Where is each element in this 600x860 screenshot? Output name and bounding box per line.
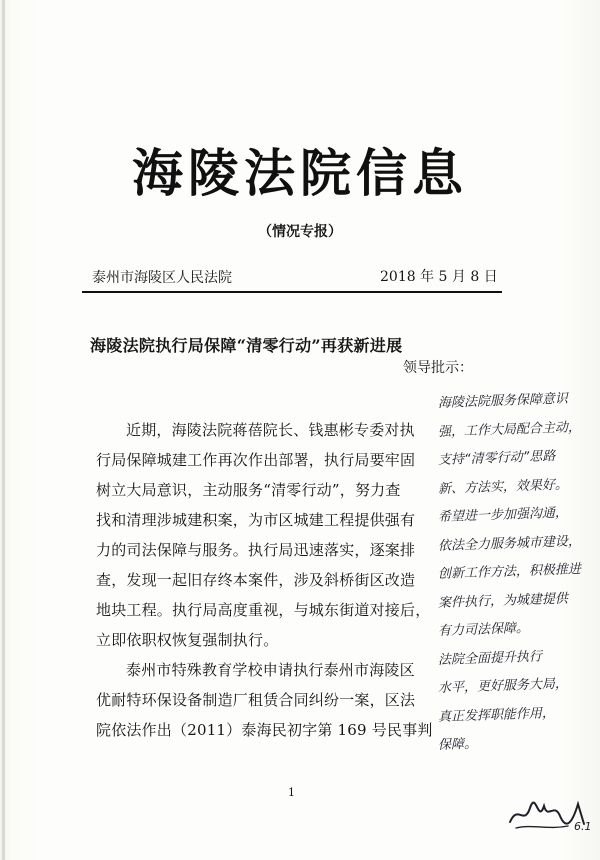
document-title: 海陵法院信息 [131,145,468,204]
body-line: 近期，海陵法院蒋蓓院长、钱惠彬专委对执 [126,421,415,439]
body-line: 找和清理涉城建积案，为市区城建工程提供强有 [96,511,416,529]
article-headline: 海陵法院执行局保障“清零行动”再获新进展 [90,336,403,355]
article-body [96,415,436,745]
handwritten-line: 有力司法保障。 [437,620,530,639]
body-line: 院依法作出（2011）泰海民初字第 169 号民事判 [96,721,433,739]
handwritten-line: 水平，更好服务大局， [437,676,569,696]
handwritten-line: 强，工作大局配合主动， [437,419,582,440]
body-line: 查，发现一起旧存终本案件，涉及斜桥街区改造 [96,571,416,589]
issue-date: 2018 年 5 月 8 日 [380,269,498,285]
handwritten-line: 支持“清零行动”思路 [437,448,556,468]
body-line: 立即依职权恢复强制执行。 [96,631,279,649]
handwritten-note [438,390,598,840]
handwritten-line: 保障。 [437,736,478,753]
signature-date: 6.1 [574,820,592,833]
page-edge-shadow [2,0,5,860]
header-rule [82,291,502,293]
handwritten-line: 创新工作方法，积极推进 [437,562,582,582]
body-line: 树立大局意识，主动服务“清零行动”，努力查 [96,481,401,499]
handwritten-line: 真正发挥职能作用， [437,705,556,725]
document-subtitle: （情况专报） [258,224,342,240]
handwritten-line: 法院全面提升执行 [437,648,543,668]
handwritten-lines [438,390,598,761]
leader-comment-label: 领导批示： [403,360,473,376]
handwritten-line: 新、方法实，效果好。 [437,476,569,497]
page-number: 1 [288,786,295,799]
handwritten-line: 希望进一步加强沟通， [437,505,569,525]
body-line: 优耐特环保设备制造厂租赁合同纠纷一案，区法 [96,691,416,709]
issuer-name: 泰州市海陵区人民法院 [92,270,232,286]
body-line: 泰州市特殊教育学校申请执行泰州市海陵区 [126,661,415,679]
handwritten-line: 案件执行，为城建提供 [437,590,569,611]
handwritten-line: 依法全力服务城市建设， [437,533,582,554]
body-line: 行局保障城建工作再次作出部署，执行局要牢固 [96,451,416,469]
handwritten-line: 海陵法院服务保障意识 [437,391,569,411]
body-line: 力的司法保障与服务。执行局迅速落实，逐案排 [96,541,416,559]
body-line: 地块工程。执行局高度重视，与城东街道对接后， [96,601,431,619]
